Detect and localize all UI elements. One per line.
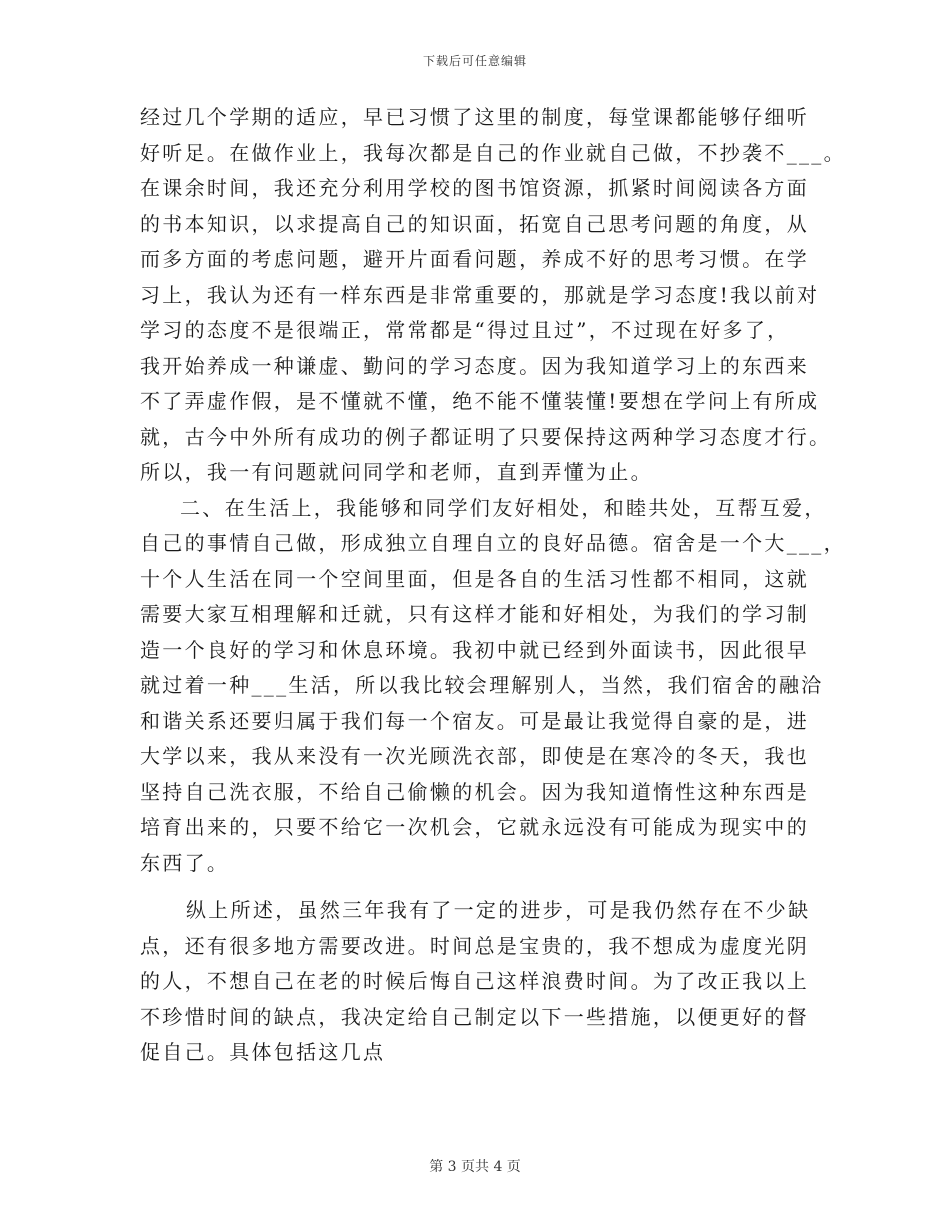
text-line: 东西了。 bbox=[140, 850, 230, 875]
text-line: 二、在生活上，我能够和同学们友好相处，和睦共处，互帮互爱， bbox=[180, 495, 827, 520]
text-line: 不珍惜时间的缺点，我决定给自己制定以下一些措施，以便更好的督 bbox=[140, 1004, 809, 1029]
text-line: 就，古今中外所有成功的例子都证明了只要保持这两种学习态度才行。 bbox=[140, 424, 832, 449]
text-line: 的书本知识，以求提高自己的知识面，拓宽自己思考问题的角度，从 bbox=[140, 211, 809, 236]
text-line: 好听足。在做作业上，我每次都是自己的作业就自己做，不抄袭不___。 bbox=[140, 140, 846, 165]
text-line: 坚持自己洗衣服，不给自己偷懒的机会。因为我知道惰性这种东西是 bbox=[140, 779, 809, 804]
text-line: 的人，不想自己在老的时候后悔自己这样浪费时间。为了改正我以上 bbox=[140, 969, 809, 993]
text-line: 经过几个学期的适应，早已习惯了这里的制度，每堂课都能够仔细听 bbox=[140, 105, 809, 129]
text-line: 而多方面的考虑问题，避开片面看问题，养成不好的思考习惯。在学 bbox=[140, 247, 809, 271]
text-line: 和谐关系还要归属于我们每一个宿友。可是最让我觉得自豪的是，进 bbox=[140, 708, 809, 733]
text-line: 自己的事情自己做，形成独立自理自立的良好品德。宿舍是一个大___， bbox=[140, 531, 846, 555]
text-line: 不了弄虚作假，是不懂就不懂，绝不能不懂装懂!要想在学问上有所成 bbox=[140, 389, 820, 413]
paragraph-gap bbox=[140, 881, 820, 893]
paragraph-summary bbox=[140, 893, 820, 1071]
text-line: 需要大家互相理解和迁就，只有这样才能和好相处，为我们的学习制 bbox=[140, 602, 809, 626]
text-line: 所以，我一有问题就问同学和老师，直到弄懂为止。 bbox=[140, 460, 653, 484]
text-line: 点，还有很多地方需要改进。时间总是宝贵的，我不想成为虚度光阴 bbox=[140, 933, 809, 958]
text-line: 就过着一种___生活，所以我比较会理解别人，当然，我们宿舍的融洽 bbox=[140, 673, 824, 697]
paragraph-life bbox=[140, 491, 846, 882]
text-line: 学习的态度不是很端正，常常都是“得过且过”，不过现在好多了， bbox=[140, 318, 790, 342]
document-body bbox=[140, 100, 846, 1071]
page-header: 下载后可任意编辑 bbox=[422, 54, 527, 68]
text-line: 大学以来，我从来没有一次光顾洗衣部，即使是在寒冷的冬天，我也 bbox=[140, 744, 809, 768]
page-number: 第 3 页共 4 页 bbox=[429, 1159, 521, 1175]
text-line: 在课余时间，我还充分利用学校的图书馆资源，抓紧时间阅读各方面 bbox=[140, 176, 809, 200]
text-line: 培育出来的，只要不给它一次机会，它就永远没有可能成为现实中的 bbox=[140, 815, 809, 839]
text-line: 我开始养成一种谦虚、勤问的学习态度。因为我知道学习上的东西来 bbox=[140, 353, 809, 378]
text-line: 十个人生活在同一个空间里面，但是各自的生活习性都不相同，这就 bbox=[140, 566, 809, 591]
text-line: 造一个良好的学习和休息环境。我初中就已经到外面读书，因此很早 bbox=[140, 637, 809, 662]
paragraph-study bbox=[140, 100, 846, 491]
text-line: 促自己。具体包括这几点 bbox=[140, 1040, 386, 1064]
text-line: 习上，我认为还有一样东西是非常重要的，那就是学习态度!我以前对 bbox=[140, 282, 820, 307]
text-line: 纵上所述，虽然三年我有了一定的进步，可是我仍然存在不少缺 bbox=[186, 898, 811, 922]
